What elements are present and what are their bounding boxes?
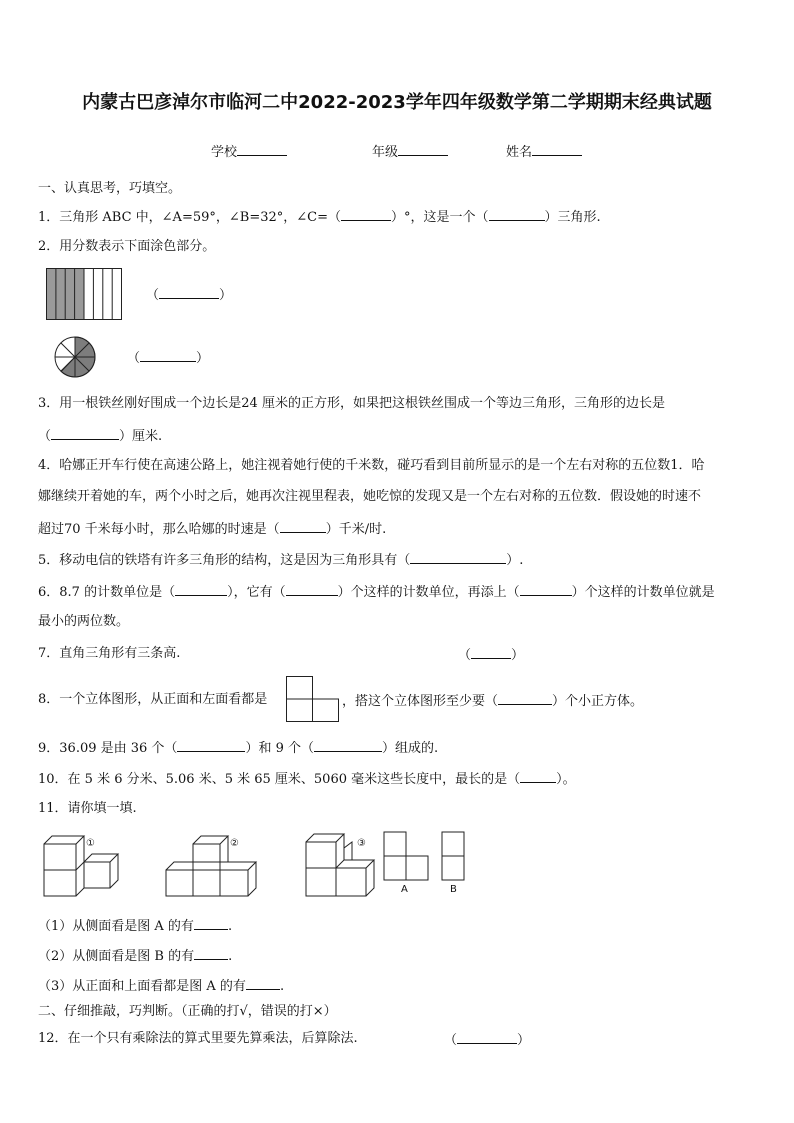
question-12: 12．在一个只有乘除法的算式里要先算乘法，后算除法. xyxy=(38,1031,358,1046)
q12-judgment-blank[interactable]: （ ） xyxy=(444,1033,531,1048)
question-5: 5．移动电信的铁塔有许多三角形的结构，这是因为三角形具有（ ）. xyxy=(38,553,524,568)
question-7: 7．直角三角形有三条高. xyxy=(38,646,181,661)
school-field: 学校 xyxy=(211,141,287,160)
view-a-label: A xyxy=(401,884,408,895)
page-title: 内蒙古巴彦淖尔市临河二中2022-2023学年四年级数学第二学期期末经典试题 xyxy=(82,92,712,113)
question-10: 10．在 5 米 6 分米、5.06 米、5 米 65 厘米、5060 毫米这些长度中，最长的是（ ）。 xyxy=(38,772,576,787)
question-3-line-2: （ ）厘米. xyxy=(38,429,163,444)
shaded-rectangle-figure xyxy=(46,268,122,320)
section-1-heading: 一、认真思考，巧填空。 xyxy=(38,181,182,196)
figure-1-label: ① xyxy=(86,838,95,849)
question-11-sub-1: （1）从侧面看是图 A 的有 . xyxy=(38,919,233,934)
q2-answer-blank-1[interactable]: （ ） xyxy=(146,288,233,303)
section-2-heading: 二、仔细推敲，巧判断。（正确的打√，错误的打×） xyxy=(38,1004,337,1019)
shaded-circle-figure xyxy=(54,336,96,378)
question-1: 1．三角形 ABC 中，∠A=59°，∠B=32°，∠C=（ ）°，这是一个（ ）三角形. xyxy=(38,210,601,225)
question-4-line-1: 4．哈娜正开车行使在高速公路上，她注视着她行使的千米数，碰巧看到目前所显示的是一个左右对称的五位数1．哈 xyxy=(38,458,705,473)
figure-2-label: ② xyxy=(230,838,239,849)
question-8-part-1: 8．一个立体图形，从正面和左面看都是 xyxy=(38,692,268,707)
question-8-part-2: ，搭这个立体图形至少要（ ）个小正方体。 xyxy=(342,694,644,709)
cube-figures xyxy=(40,828,480,900)
name-field: 姓名 xyxy=(506,141,582,160)
question-6-line-1: 6．8.7 的计数单位是（ ），它有（ ）个这样的计数单位，再添上（ ）个这样的计数单位就是 xyxy=(38,585,715,600)
figure-3-label: ③ xyxy=(357,838,366,849)
grade-field: 年级 xyxy=(372,141,448,160)
question-11: 11．请你填一填. xyxy=(38,801,137,816)
q7-judgment-blank[interactable]: （ ） xyxy=(458,648,525,663)
question-11-sub-2: （2）从侧面看是图 B 的有 . xyxy=(38,949,233,964)
q2-answer-blank-2[interactable]: （ ） xyxy=(127,351,210,366)
view-b-label: B xyxy=(450,884,457,895)
question-2: 2．用分数表示下面涂色部分。 xyxy=(38,239,216,254)
question-4-line-3: 超过70 千米每小时，那么哈娜的时速是（ ）千米/时. xyxy=(38,522,387,537)
question-3-line-1: 3．用一根铁丝刚好围成一个边长是24 厘米的正方形，如果把这根铁丝围成一个等边三角形，三角形的边长是 xyxy=(38,396,665,411)
question-4-line-2: 娜继续开着她的车，两个小时之后，她再次注视里程表，她吃惊的发现又是一个左右对称的五位数．假设她的时速不 xyxy=(38,489,702,504)
view-shape-figure xyxy=(286,676,340,722)
question-6-line-2: 最小的两位数。 xyxy=(38,614,130,629)
question-11-sub-3: （3）从正面和上面看都是图 A 的有 . xyxy=(38,979,285,994)
question-9: 9．36.09 是由 36 个（ ）和 9 个（ ）组成的. xyxy=(38,741,439,756)
